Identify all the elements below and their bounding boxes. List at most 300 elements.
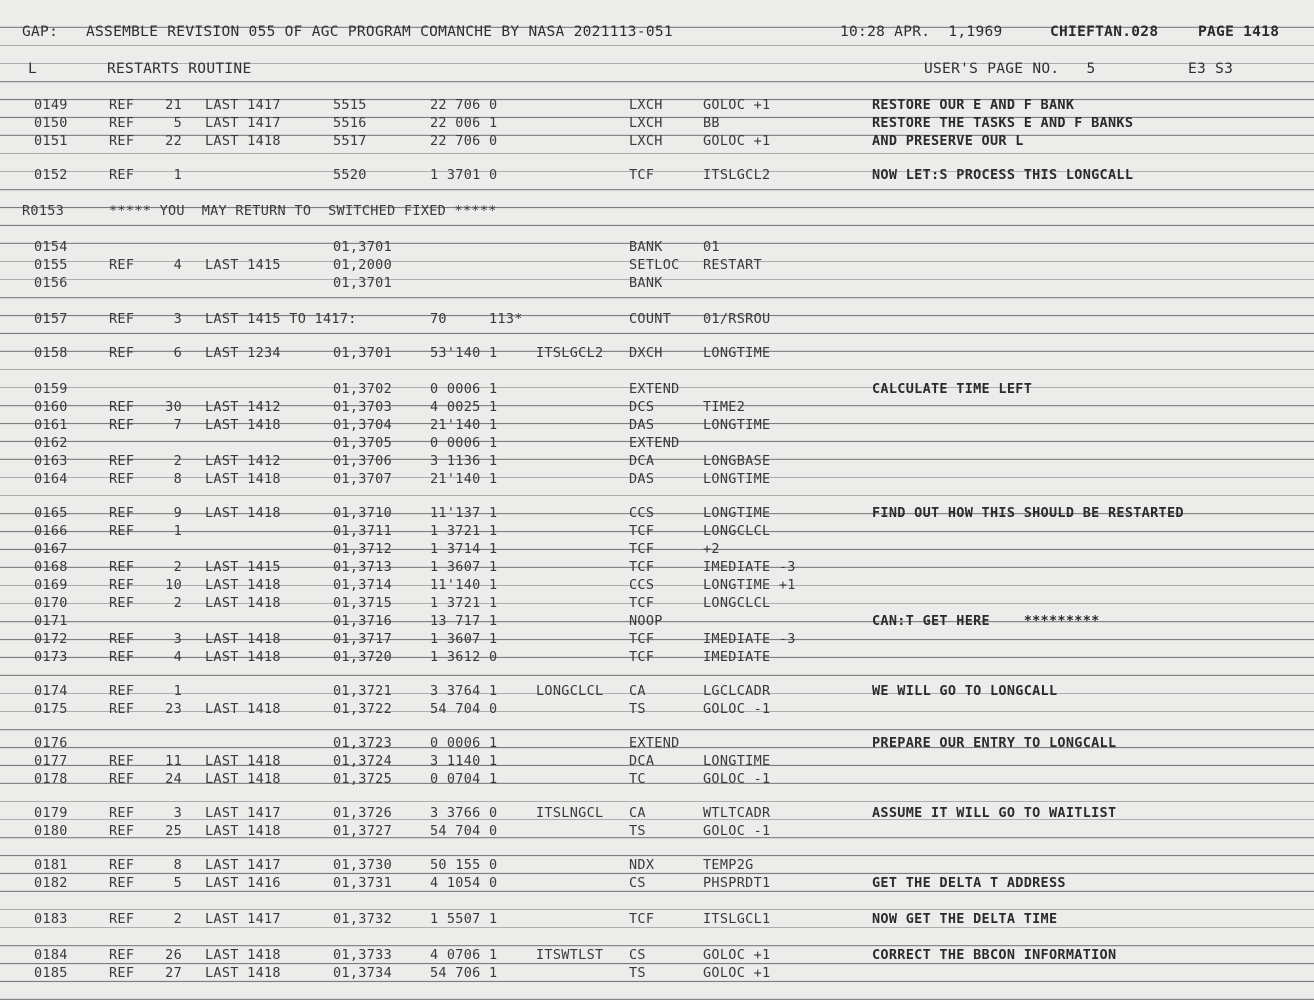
machine-code: 22 006 1 [430, 115, 498, 131]
listing-line [0, 202, 1314, 220]
ref-count: 21 [165, 97, 182, 113]
opcode: TCF [629, 649, 655, 665]
memory-location: 5515 [333, 97, 367, 113]
file-name: CHIEFTAN.028 [1050, 24, 1159, 40]
last-ref: LAST 1415 [205, 559, 281, 575]
memory-location: 01,3720 [333, 649, 392, 665]
ref-marker: REF [109, 115, 135, 131]
line-number: 0154 [34, 239, 68, 255]
listing-line [0, 594, 1314, 612]
operand: GOLOC +1 [703, 947, 771, 963]
line-number: 0151 [34, 133, 68, 149]
last-ref: LAST 1417 [205, 857, 281, 873]
memory-location: 01,3727 [333, 823, 392, 839]
listing-line [0, 752, 1314, 770]
last-ref: LAST 1418 [205, 649, 281, 665]
opcode: EXTEND [629, 381, 680, 397]
operand: 01 [703, 239, 720, 255]
ref-count: 3 [173, 805, 182, 821]
comment: RESTORE THE TASKS E AND F BANKS [872, 115, 1134, 131]
machine-code: 4 1054 0 [430, 875, 498, 891]
ref-marker: REF [109, 471, 135, 487]
users-page: USER'S PAGE NO. 5 [924, 61, 1096, 77]
comment: AND PRESERVE OUR L [872, 133, 1024, 149]
last-ref: LAST 1418 [205, 947, 281, 963]
machine-code: 21'140 1 [430, 417, 498, 433]
comment: CALCULATE TIME LEFT [872, 381, 1033, 397]
memory-location: 01,3725 [333, 771, 392, 787]
memory-location: 01,3704 [333, 417, 392, 433]
listing-line [0, 434, 1314, 452]
machine-code: 22 706 0 [430, 97, 498, 113]
ref-marker: REF [109, 311, 135, 327]
comment: WE WILL GO TO LONGCALL [872, 683, 1058, 699]
operand: LONGTIME [703, 505, 771, 521]
listing-line [0, 452, 1314, 470]
ref-marker: REF [109, 857, 135, 873]
operand: WTLTCADR [703, 805, 771, 821]
memory-location: 01,3701 [333, 239, 392, 255]
line-number: 0160 [34, 399, 68, 415]
memory-location: 01,3733 [333, 947, 392, 963]
ref-count: 23 [165, 701, 182, 717]
opcode: TCF [629, 631, 655, 647]
line-number: 0172 [34, 631, 68, 647]
last-ref: LAST 1417 [205, 115, 281, 131]
opcode: TS [629, 965, 646, 981]
line-number: 0163 [34, 453, 68, 469]
line-number: 0161 [34, 417, 68, 433]
ref-marker: REF [109, 805, 135, 821]
comment: RESTORE OUR E AND F BANK [872, 97, 1075, 113]
ref-count: 8 [173, 471, 182, 487]
machine-code: 4 0706 1 [430, 947, 498, 963]
listing-line [0, 398, 1314, 416]
memory-location: 01,3721 [333, 683, 392, 699]
opcode: LXCH [629, 133, 663, 149]
memory-location: 01,3715 [333, 595, 392, 611]
opcode: TCF [629, 541, 655, 557]
operand: TEMP2G [703, 857, 754, 873]
ref-marker: REF [109, 649, 135, 665]
memory-location: 01,3731 [333, 875, 392, 891]
ref-marker: REF [109, 453, 135, 469]
ref-marker: REF [109, 417, 135, 433]
symbol-label: ITSLGCL2 [536, 345, 604, 361]
opcode: TS [629, 701, 646, 717]
opcode: TCF [629, 595, 655, 611]
ref-marker: REF [109, 631, 135, 647]
last-ref: LAST 1418 [205, 577, 281, 593]
listing-line [0, 540, 1314, 558]
machine-code: 0 0006 1 [430, 735, 498, 751]
ref-count: 24 [165, 771, 182, 787]
listing-line [0, 964, 1314, 982]
machine-code: 1 3607 1 [430, 559, 498, 575]
memory-location: 01,3703 [333, 399, 392, 415]
ref-marker: REF [109, 167, 135, 183]
listing-line [0, 612, 1314, 630]
listing-line [0, 856, 1314, 874]
line-number: 0156 [34, 275, 68, 291]
memory-location: 01,3714 [333, 577, 392, 593]
ref-marker: REF [109, 257, 135, 273]
machine-code: 4 0025 1 [430, 399, 498, 415]
opcode: DCA [629, 753, 655, 769]
ref-count: 27 [165, 965, 182, 981]
machine-code: 11'137 1 [430, 505, 498, 521]
symbol-label: ITSLNGCL [536, 805, 604, 821]
opcode: DCS [629, 399, 655, 415]
ref-count: 1 [173, 523, 182, 539]
operand: LONGTIME [703, 417, 771, 433]
operand: GOLOC -1 [703, 701, 771, 717]
comment: PREPARE OUR ENTRY TO LONGCALL [872, 735, 1117, 751]
memory-location: 01,3706 [333, 453, 392, 469]
operand: ITSLGCL1 [703, 911, 771, 927]
opcode: CA [629, 683, 646, 699]
assembly-title: ASSEMBLE REVISION 055 OF AGC PROGRAM COMANCHE BY NASA 2021113-051 [86, 24, 673, 40]
ref-count: 2 [173, 453, 182, 469]
memory-location: 01,3710 [333, 505, 392, 521]
opcode: NDX [629, 857, 655, 873]
opcode: EXTEND [629, 735, 680, 751]
listing-line [0, 700, 1314, 718]
ref-count: 3 [173, 631, 182, 647]
opcode: CS [629, 875, 646, 891]
last-ref: LAST 1418 [205, 771, 281, 787]
machine-code: 13 717 1 [430, 613, 498, 629]
operand: LONGTIME [703, 345, 771, 361]
line-number: 0184 [34, 947, 68, 963]
memory-location: 01,3723 [333, 735, 392, 751]
operand: LONGTIME [703, 471, 771, 487]
line-number: 0157 [34, 311, 68, 327]
operand: ITSLGCL2 [703, 167, 771, 183]
line-number: 0155 [34, 257, 68, 273]
banner-text: ***** YOU MAY RETURN TO SWITCHED FIXED ***** [109, 203, 497, 219]
machine-code: 22 706 0 [430, 133, 498, 149]
last-ref: LAST 1417 [205, 97, 281, 113]
opcode: COUNT [629, 311, 672, 327]
line-number: 0173 [34, 649, 68, 665]
ref-count: 4 [173, 257, 182, 273]
comment: GET THE DELTA T ADDRESS [872, 875, 1066, 891]
ref-marker: REF [109, 875, 135, 891]
ref-count: 2 [173, 559, 182, 575]
ref-marker: REF [109, 823, 135, 839]
line-number: 0185 [34, 965, 68, 981]
listing-line [0, 946, 1314, 964]
line-number: 0149 [34, 97, 68, 113]
last-ref: LAST 1417 [205, 805, 281, 821]
memory-location: 01,3705 [333, 435, 392, 451]
last-ref: LAST 1418 [205, 595, 281, 611]
listing-line [0, 734, 1314, 752]
ref-count: 2 [173, 595, 182, 611]
operand: LGCLCADR [703, 683, 771, 699]
memory-location: 01,3722 [333, 701, 392, 717]
ref-count: 26 [165, 947, 182, 963]
listing-line [0, 504, 1314, 522]
operand: GOLOC +1 [703, 97, 771, 113]
listing-line [0, 770, 1314, 788]
memory-location: 01,3732 [333, 911, 392, 927]
memory-location: 01,3701 [333, 345, 392, 361]
ref-count: 2 [173, 911, 182, 927]
ref-marker: REF [109, 97, 135, 113]
listing-line [0, 132, 1314, 150]
machine-code: 3 3766 0 [430, 805, 498, 821]
line-number: 0179 [34, 805, 68, 821]
symbol-label: ITSWTLST [536, 947, 604, 963]
last-ref: LAST 1412 [205, 399, 281, 415]
listing-line [0, 470, 1314, 488]
operand: RESTART [703, 257, 762, 273]
last-ref: LAST 1415 [205, 257, 281, 273]
machine-code: 3 3764 1 [430, 683, 498, 699]
opcode: DAS [629, 471, 655, 487]
ref-marker: REF [109, 133, 135, 149]
listing-line [0, 558, 1314, 576]
ref-count: 4 [173, 649, 182, 665]
memory-location: 01,2000 [333, 257, 392, 273]
memory-location: 01,3734 [333, 965, 392, 981]
line-number: 0164 [34, 471, 68, 487]
last-ref: LAST 1417 [205, 911, 281, 927]
listing-line [0, 416, 1314, 434]
listing-line [0, 238, 1314, 256]
ref-marker: REF [109, 559, 135, 575]
operand: LONGTIME +1 [703, 577, 796, 593]
listing-line [0, 274, 1314, 292]
ref-marker: REF [109, 399, 135, 415]
machine-code: 11'140 1 [430, 577, 498, 593]
page-subheader [0, 60, 1314, 78]
opcode: DXCH [629, 345, 663, 361]
ref-count: 1 [173, 167, 182, 183]
ref-count: 9 [173, 505, 182, 521]
machine-code: 1 3721 1 [430, 523, 498, 539]
memory-location: 01,3702 [333, 381, 392, 397]
opcode: LXCH [629, 115, 663, 131]
listing-line [0, 648, 1314, 666]
machine-code: 70 113* [430, 311, 523, 327]
machine-code: 1 5507 1 [430, 911, 498, 927]
ref-count: 5 [173, 875, 182, 891]
opcode: DAS [629, 417, 655, 433]
listing-type: L [28, 61, 38, 77]
machine-code: 54 704 0 [430, 823, 498, 839]
last-ref: LAST 1418 [205, 701, 281, 717]
operand: +2 [703, 541, 720, 557]
listing-line [0, 310, 1314, 328]
listing-line [0, 874, 1314, 892]
line-number: R0153 [22, 203, 65, 219]
opcode: DCA [629, 453, 655, 469]
opcode: TS [629, 823, 646, 839]
operand: BB [703, 115, 720, 131]
listing-line [0, 522, 1314, 540]
last-ref: LAST 1418 [205, 505, 281, 521]
line-number: 0152 [34, 167, 68, 183]
machine-code: 0 0006 1 [430, 381, 498, 397]
machine-code: 3 1140 1 [430, 753, 498, 769]
operand: LONGTIME [703, 753, 771, 769]
listing-line [0, 166, 1314, 184]
opcode: CS [629, 947, 646, 963]
opcode: CCS [629, 577, 655, 593]
operand: GOLOC -1 [703, 823, 771, 839]
last-ref: LAST 1418 [205, 753, 281, 769]
operand: GOLOC -1 [703, 771, 771, 787]
symbol-label: LONGCLCL [536, 683, 604, 699]
opcode: LXCH [629, 97, 663, 113]
memory-location: 01,3716 [333, 613, 392, 629]
ref-count: 11 [165, 753, 182, 769]
last-ref: LAST 1418 [205, 631, 281, 647]
operand: TIME2 [703, 399, 746, 415]
listing-line [0, 344, 1314, 362]
listing-line [0, 804, 1314, 822]
line-number: 0166 [34, 523, 68, 539]
ref-marker: REF [109, 701, 135, 717]
comment: CAN:T GET HERE ********* [872, 613, 1100, 629]
ref-marker: REF [109, 523, 135, 539]
line-number: 0170 [34, 595, 68, 611]
ref-count: 8 [173, 857, 182, 873]
routine-name: RESTARTS ROUTINE [107, 61, 252, 77]
machine-code: 54 706 1 [430, 965, 498, 981]
operand: IMEDIATE -3 [703, 631, 796, 647]
opcode: SETLOC [629, 257, 680, 273]
memory-location: 5516 [333, 115, 367, 131]
operand: 01/RSROU [703, 311, 771, 327]
machine-code: 54 704 0 [430, 701, 498, 717]
last-ref: LAST 1418 [205, 965, 281, 981]
listing-line [0, 576, 1314, 594]
listing-line [0, 96, 1314, 114]
ref-count: 3 [173, 311, 182, 327]
line-number: 0182 [34, 875, 68, 891]
ref-marker: REF [109, 947, 135, 963]
ref-marker: REF [109, 505, 135, 521]
ref-count: 7 [173, 417, 182, 433]
listing-line [0, 822, 1314, 840]
memory-location: 01,3717 [333, 631, 392, 647]
last-ref: LAST 1234 [205, 345, 281, 361]
last-ref: LAST 1418 [205, 471, 281, 487]
listing-line [0, 682, 1314, 700]
line-number: 0178 [34, 771, 68, 787]
last-ref: LAST 1412 [205, 453, 281, 469]
memory-location: 5520 [333, 167, 367, 183]
line-number: 0183 [34, 911, 68, 927]
ref-count: 10 [165, 577, 182, 593]
listing-line [0, 630, 1314, 648]
line-number: 0175 [34, 701, 68, 717]
machine-code: 53'140 1 [430, 345, 498, 361]
comment: ASSUME IT WILL GO TO WAITLIST [872, 805, 1117, 821]
ref-marker: REF [109, 595, 135, 611]
comment: CORRECT THE BBCON INFORMATION [872, 947, 1117, 963]
machine-code: 3 1136 1 [430, 453, 498, 469]
comment: NOW LET:S PROCESS THIS LONGCALL [872, 167, 1134, 183]
ref-count: 30 [165, 399, 182, 415]
memory-location: 5517 [333, 133, 367, 149]
memory-location: 01,3730 [333, 857, 392, 873]
opcode: EXTEND [629, 435, 680, 451]
ref-count: 22 [165, 133, 182, 149]
page-header [0, 23, 1314, 41]
opcode: TCF [629, 167, 655, 183]
line-number: 0177 [34, 753, 68, 769]
machine-code: 0 0704 1 [430, 771, 498, 787]
ref-marker: REF [109, 965, 135, 981]
operand: IMEDIATE -3 [703, 559, 796, 575]
line-number: 0171 [34, 613, 68, 629]
ref-marker: REF [109, 753, 135, 769]
line-number: 0180 [34, 823, 68, 839]
listing-line [0, 910, 1314, 928]
memory-location: 01,3707 [333, 471, 392, 487]
line-number: 0176 [34, 735, 68, 751]
machine-code: 1 3721 1 [430, 595, 498, 611]
machine-code: 1 3714 1 [430, 541, 498, 557]
comment: NOW GET THE DELTA TIME [872, 911, 1058, 927]
machine-code: 1 3607 1 [430, 631, 498, 647]
ref-marker: REF [109, 345, 135, 361]
comment: FIND OUT HOW THIS SHOULD BE RESTARTED [872, 505, 1184, 521]
line-number: 0158 [34, 345, 68, 361]
line-number: 0165 [34, 505, 68, 521]
ref-count: 25 [165, 823, 182, 839]
machine-code: 21'140 1 [430, 471, 498, 487]
last-ref: LAST 1415 TO 1417: [205, 311, 357, 327]
operand: IMEDIATE [703, 649, 771, 665]
operand: PHSPRDT1 [703, 875, 771, 891]
memory-location: 01,3711 [333, 523, 392, 539]
last-ref: LAST 1418 [205, 823, 281, 839]
line-number: 0181 [34, 857, 68, 873]
memory-location: 01,3701 [333, 275, 392, 291]
memory-location: 01,3713 [333, 559, 392, 575]
line-number: 0167 [34, 541, 68, 557]
opcode: BANK [629, 239, 663, 255]
timestamp: 10:28 APR. 1,1969 [840, 24, 1003, 40]
machine-code: 0 0006 1 [430, 435, 498, 451]
page-number: PAGE 1418 [1198, 24, 1280, 40]
line-number: 0174 [34, 683, 68, 699]
memory-location: 01,3726 [333, 805, 392, 821]
machine-code: 50 155 0 [430, 857, 498, 873]
opcode: TC [629, 771, 646, 787]
line-number: 0150 [34, 115, 68, 131]
operand: LONGCLCL [703, 523, 771, 539]
opcode: CCS [629, 505, 655, 521]
line-number: 0168 [34, 559, 68, 575]
memory-location: 01,3724 [333, 753, 392, 769]
opcode: NOOP [629, 613, 663, 629]
listing-line [0, 380, 1314, 398]
machine-code: 1 3612 0 [430, 649, 498, 665]
operand: LONGBASE [703, 453, 771, 469]
last-ref: LAST 1416 [205, 875, 281, 891]
section-tag: E3 S3 [1188, 61, 1234, 77]
line-number: 0159 [34, 381, 68, 397]
line-number: 0169 [34, 577, 68, 593]
opcode: BANK [629, 275, 663, 291]
